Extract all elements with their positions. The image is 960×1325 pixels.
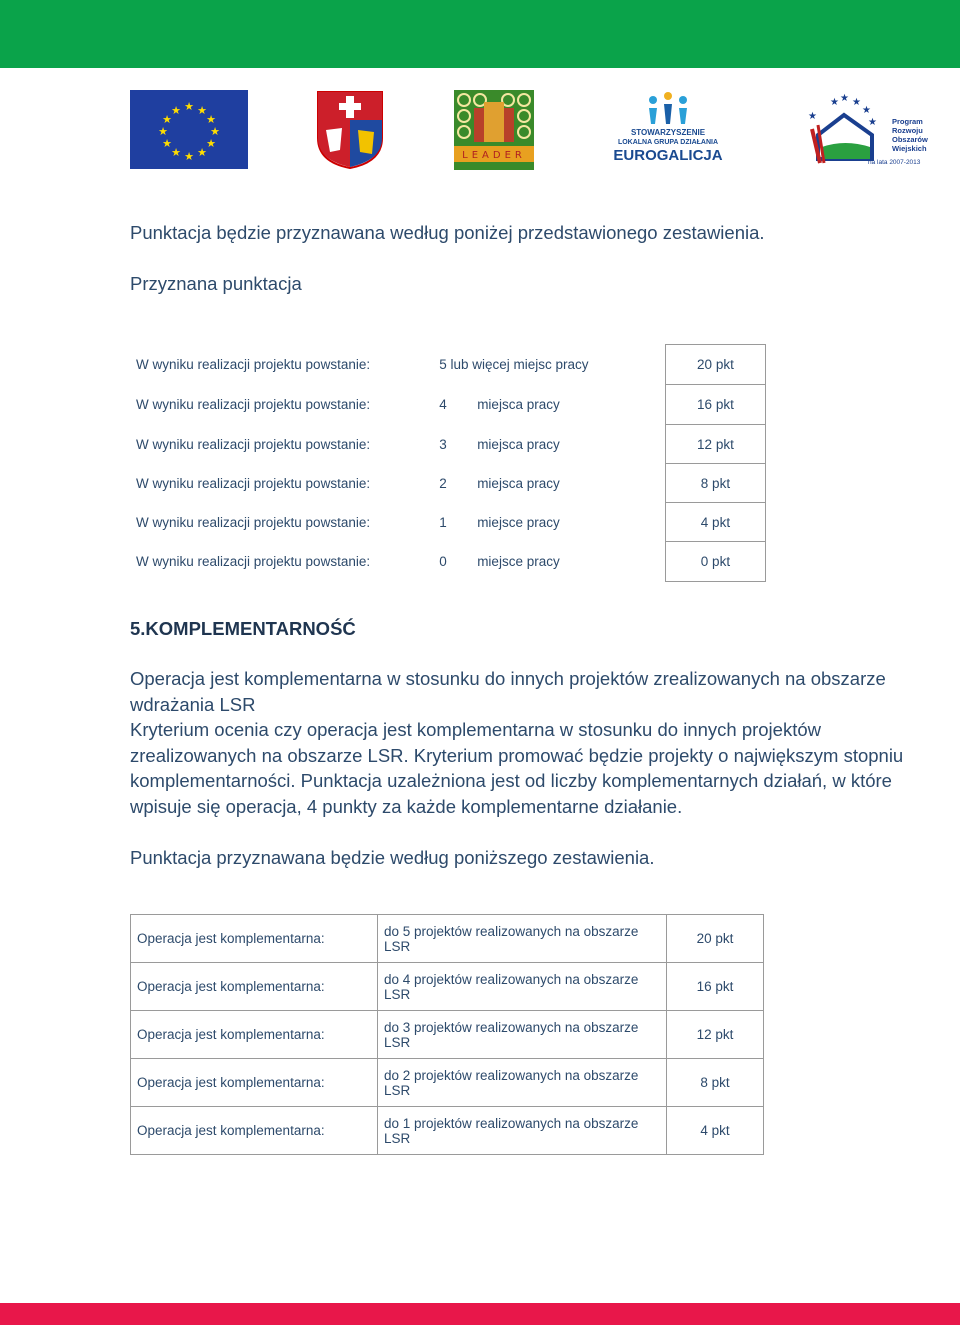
section-5-p3: Punktacja przyznawana będzie według poniższego zestawienia. (130, 847, 655, 868)
row-quantity: 2 (439, 475, 447, 491)
row-points: 20 pkt (667, 915, 764, 963)
svg-text:★: ★ (197, 146, 207, 159)
row-quantity: 0 (439, 554, 447, 569)
table-row (131, 1107, 764, 1155)
row-label: Operacja jest komplementarna: (131, 1059, 378, 1107)
svg-text:★: ★ (184, 150, 194, 163)
table-row (130, 345, 766, 385)
svg-text:★: ★ (808, 111, 817, 122)
logo-strip (0, 85, 960, 180)
row-label: W wyniku realizacji projektu powstanie: (136, 397, 371, 412)
svg-text:★: ★ (868, 117, 877, 128)
row-label: Operacja jest komplementarna: (131, 1107, 378, 1155)
row-description: do 2 projektów realizowanych na obszarze LSR (378, 1059, 667, 1107)
prow-line-2: Rozwoju (892, 126, 923, 135)
table-row (130, 385, 766, 425)
row-points: 16 pkt (667, 963, 764, 1011)
row-points: 8 pkt (665, 464, 765, 503)
row-label: W wyniku realizacji projektu powstanie: (136, 514, 371, 530)
section-title: Przyznana punktacja (130, 273, 302, 294)
row-description: do 1 projektów realizowanych na obszarze LSR (378, 1107, 667, 1155)
row-unit: miejsce pracy (477, 514, 560, 530)
svg-text:LEADER: LEADER (462, 150, 526, 161)
row-label: W wyniku realizacji projektu powstanie: (136, 475, 371, 491)
row-points: 12 pkt (667, 1011, 764, 1059)
svg-text:★: ★ (206, 137, 216, 150)
row-label: Operacja jest komplementarna: (131, 963, 378, 1011)
row-unit: miejsca pracy (477, 397, 560, 412)
row-label: W wyniku realizacji projektu powstanie: (136, 436, 371, 452)
svg-text:★: ★ (184, 100, 194, 113)
row-quantity: 3 (439, 436, 447, 452)
prow-line-3: Obszarów (892, 135, 928, 144)
row-description: do 5 projektów realizowanych na obszarze LSR (378, 915, 667, 963)
eu-flag-icon (130, 90, 248, 169)
row-unit: miejsce pracy (477, 554, 560, 569)
svg-text:★: ★ (852, 97, 861, 108)
row-points: 0 pkt (665, 542, 765, 582)
prow-line-5: na lata 2007-2013 (868, 159, 921, 166)
svg-text:★: ★ (171, 104, 181, 117)
eurogalicja-logo: STOWARZYSZENIE LOKALNA GRUPA DZIAŁANIA EUROGALICJA (606, 90, 730, 172)
svg-text:★: ★ (158, 125, 168, 138)
table-row (130, 464, 766, 503)
people-icon (643, 90, 693, 128)
top-color-bar (0, 0, 960, 68)
row-label: W wyniku realizacji projektu powstanie: (136, 357, 371, 372)
table-row (130, 542, 766, 582)
row-quantity: 4 (439, 397, 447, 412)
bottom-color-bar (0, 1303, 960, 1325)
house-stars-icon (800, 89, 890, 167)
row-description: do 3 projektów realizowanych na obszarze LSR (378, 1011, 667, 1059)
section-5-p1: Operacja jest komplementarna w stosunku do innych projektów zrealizowanych na obszarze wdrażania LSR Kryterium ocenia czy operacja jest komplementarna w stosunku do innych projektów zrealizowanych na obszarze LSR. Kryterium promować będzie projekty o największym stopniu komplementarności. Punktacja uzależniona jest od liczby komplementarnych działań, w które wpisuje się operacja, 4 punkty za każde komplementarne działanie. (130, 668, 904, 817)
row-points: 4 pkt (665, 503, 765, 542)
row-label: W wyniku realizacji projektu powstanie: (136, 554, 371, 569)
table-row (131, 915, 764, 963)
row-unit: miejsca pracy (477, 475, 560, 491)
svg-text:★: ★ (197, 104, 207, 117)
prow-logo (800, 89, 930, 171)
svg-text:★: ★ (862, 105, 871, 116)
section-5-heading: 5.KOMPLEMENTARNOŚĆ (130, 618, 356, 639)
row-quantity: 5 lub więcej miejsc pracy (439, 357, 589, 372)
row-unit: miejsca pracy (477, 436, 560, 452)
svg-text:★: ★ (840, 93, 849, 104)
prow-line-4: Wiejskich (892, 144, 927, 153)
svg-text:★: ★ (162, 137, 172, 150)
table-row (130, 503, 766, 542)
row-points: 16 pkt (665, 385, 765, 425)
svg-text:★: ★ (171, 146, 181, 159)
row-quantity: 1 (439, 514, 447, 530)
row-points: 4 pkt (667, 1107, 764, 1155)
prow-line-1: Program (892, 117, 923, 126)
row-description: do 4 projektów realizowanych na obszarze LSR (378, 963, 667, 1011)
leader-logo-icon (454, 90, 534, 170)
intro-text: Punktacja będzie przyznawana według poniżej przedstawionego zestawienia. (130, 222, 765, 243)
svg-text:★: ★ (162, 113, 172, 126)
svg-text:★: ★ (210, 125, 220, 138)
job-points-table (130, 344, 766, 582)
table-row (130, 425, 766, 464)
table-row (131, 963, 764, 1011)
coat-of-arms-icon (316, 90, 384, 170)
row-label: Operacja jest komplementarna: (131, 915, 378, 963)
table-row (131, 1059, 764, 1107)
row-points: 8 pkt (667, 1059, 764, 1107)
row-label: Operacja jest komplementarna: (131, 1011, 378, 1059)
table-row (131, 1011, 764, 1059)
svg-text:★: ★ (206, 113, 216, 126)
row-points: 12 pkt (665, 425, 765, 464)
row-points: 20 pkt (665, 345, 765, 385)
svg-text:★: ★ (830, 97, 839, 108)
complementarity-table (130, 914, 764, 1155)
